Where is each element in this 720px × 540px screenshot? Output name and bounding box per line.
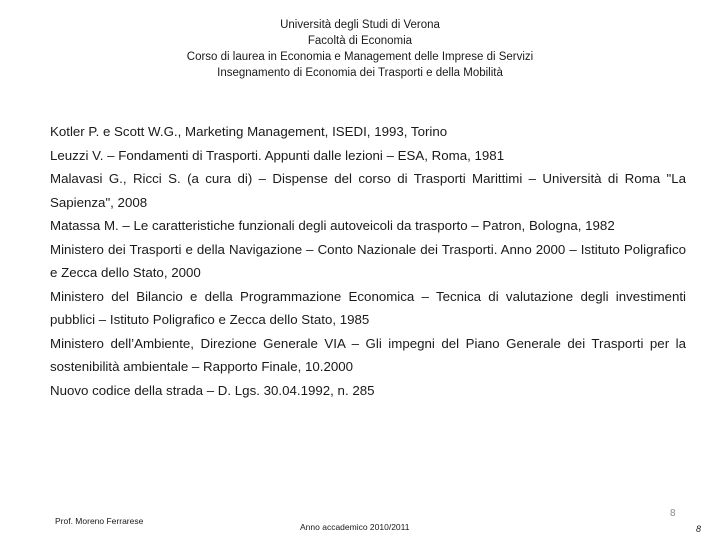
reference-item: Matassa M. – Le caratteristiche funzionali degli autoveicoli da trasporto – Patron, Bologna, 1982 [50, 218, 615, 233]
bibliography-list [50, 120, 686, 402]
page-number: 8 [696, 524, 702, 534]
slide-number-placeholder: 8 [670, 508, 676, 519]
degree-course: Corso di laurea in Economia e Management delle Imprese di Servizi [186, 51, 534, 63]
university-name: Università degli Studi di Verona [280, 19, 440, 31]
reference-item: Ministero dell’Ambiente, Direzione Generale VIA – Gli impegni del Piano Generale dei Trasporti per la sostenibilità ambientale – Rapporto Finale, 10.2000 [50, 335, 686, 374]
reference-item: Nuovo codice della strada – D. Lgs. 30.04.1992, n. 285 [50, 382, 375, 398]
slide-header [0, 17, 720, 81]
reference-item: Ministero dei Trasporti e della Navigazione – Conto Nazionale dei Trasporti. Anno 2000 – Istituto Poligrafico e Zecca dello Stato, 2000 [50, 241, 686, 280]
reference-item: Leuzzi V. – Fondamenti di Trasporti. Appunti dalle lezioni – ESA, Roma, 1981 [50, 147, 505, 163]
reference-item: Kotler P. e Scott W.G., Marketing Management, ISEDI, 1993, Torino [50, 124, 448, 139]
faculty-name: Facoltà di Economia [307, 35, 413, 47]
course-title: Insegnamento di Economia dei Trasporti e della Mobilità [217, 67, 503, 79]
reference-item: Ministero del Bilancio e della Programmazione Economica – Tecnica di valutazione degli investimenti pubblici – Istituto Poligrafico e Zecca dello Stato, 1985 [50, 288, 686, 327]
footer-author: Prof. Moreno Ferrarese [55, 516, 144, 526]
reference-item: Malavasi G., Ricci S. (a cura di) – Dispense del corso di Trasporti Marittimi – Università di Roma "La Sapienza", 2008 [50, 171, 686, 210]
footer-academic-year: Anno accademico 2010/2011 [300, 522, 410, 532]
